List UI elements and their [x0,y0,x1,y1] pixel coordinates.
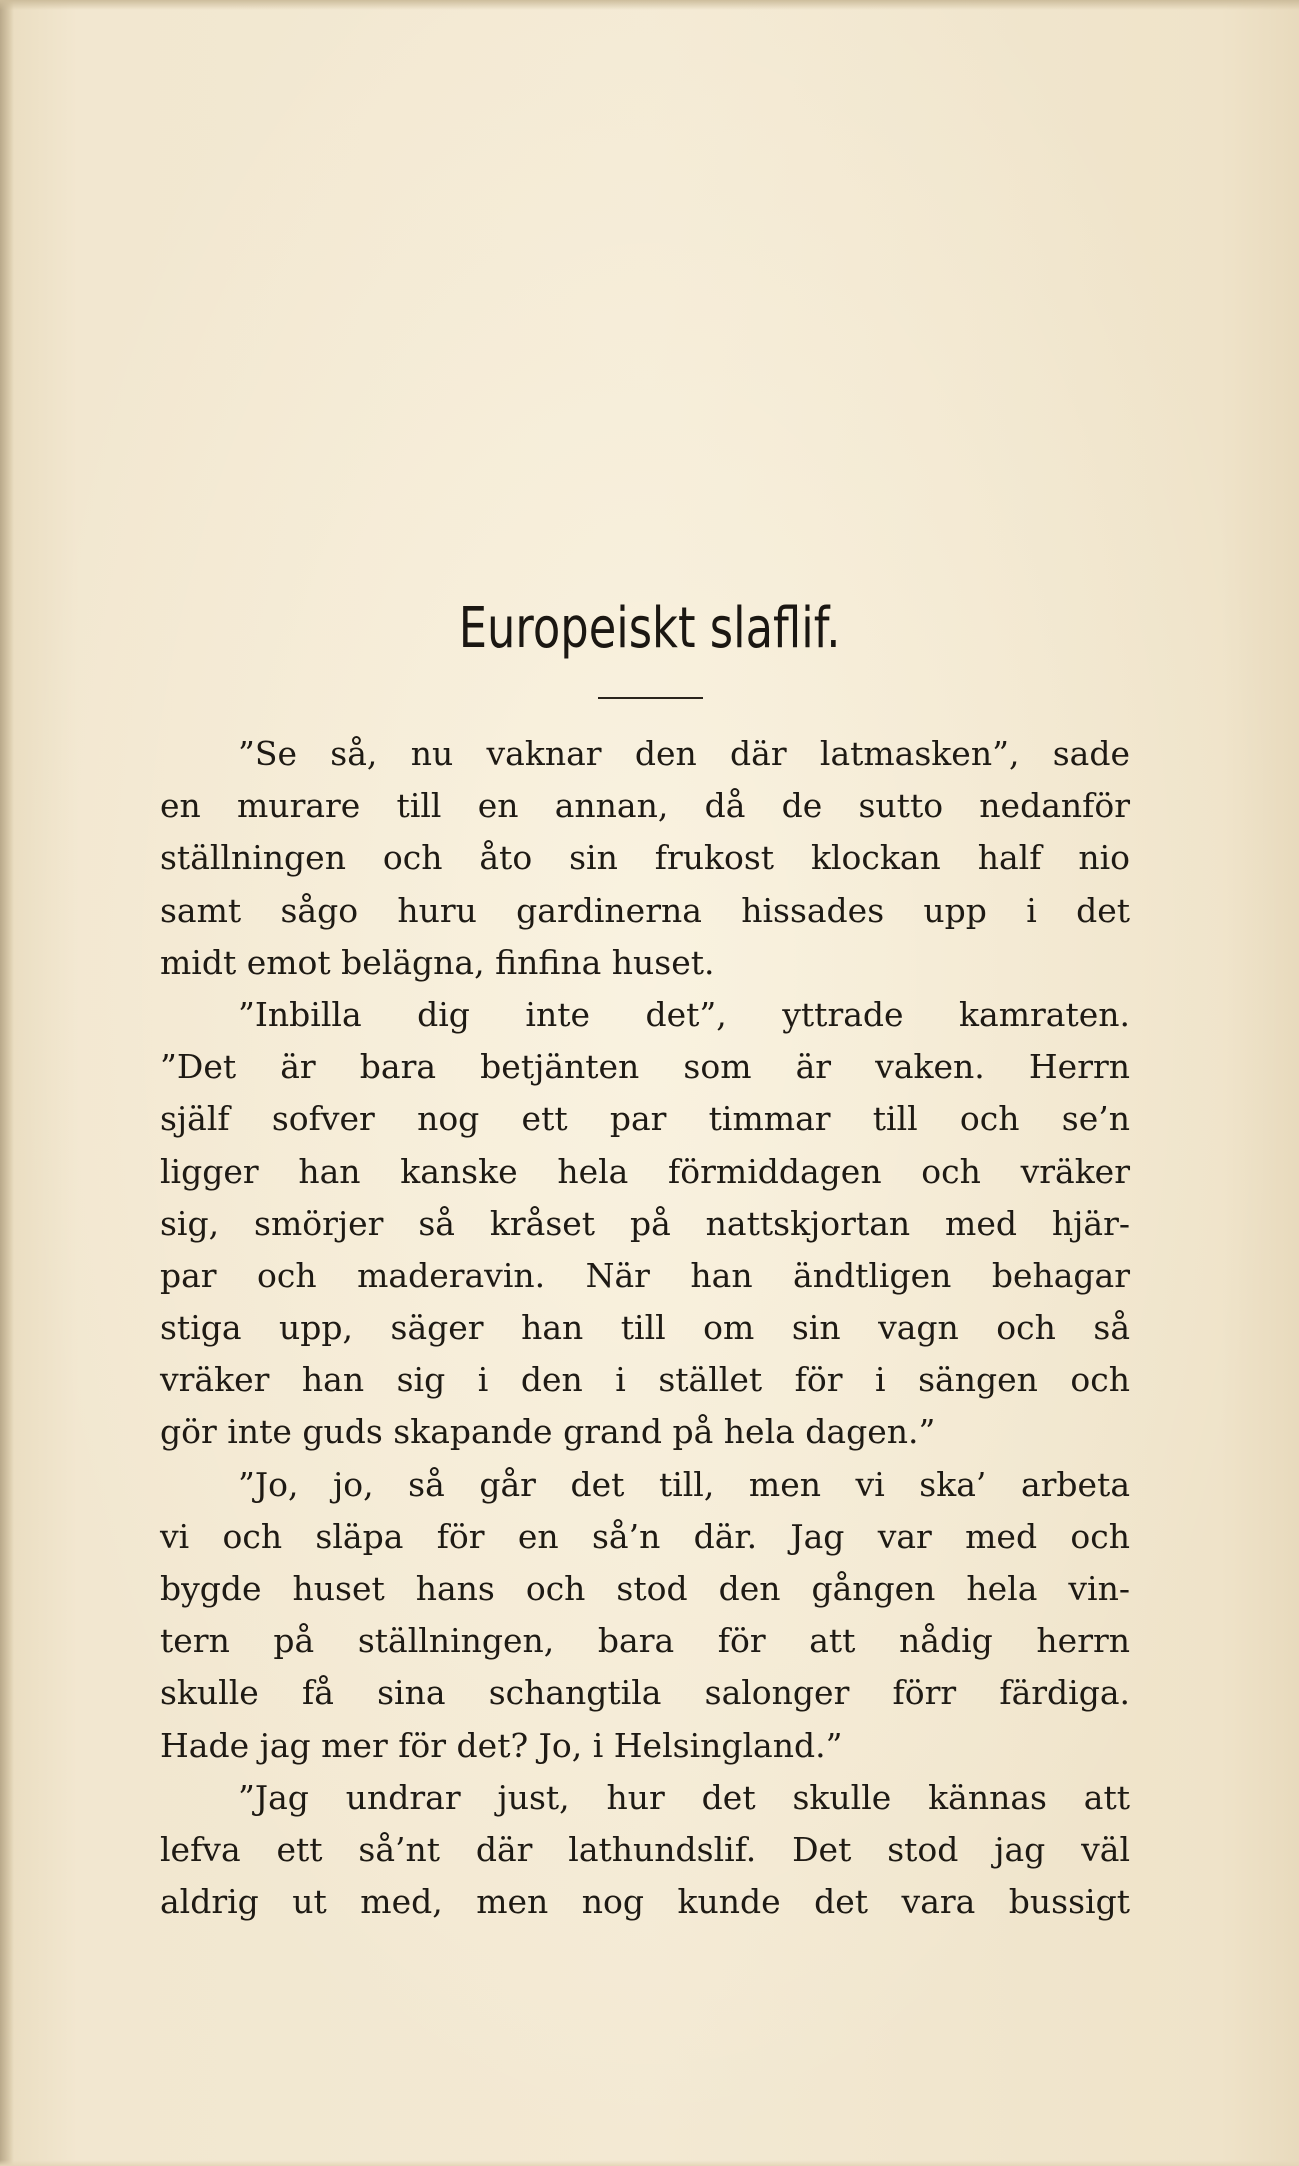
text-line: par och maderavin. När han ändtligen behagar [160,1255,1130,1295]
body-text [160,728,1130,1928]
text-line: vräker han sig i den i stället för i sängen och [160,1360,1130,1400]
text-line: vi och släpa för en så’n där. Jag var med och [160,1516,1130,1556]
page-top-edge [0,0,1299,10]
text-line: ”Se så, nu vaknar den där latmasken”, sade [238,734,1130,773]
text-line: tern på ställningen, bara för att nådig herrn [160,1621,1130,1661]
text-line: sig, smörjer så kråset på nattskjortan med hjär- [160,1203,1130,1243]
text-line: skulle få sina schangtila salonger förr färdiga. [160,1673,1130,1713]
text-line: midt emot belägna, finfina huset. [160,942,715,982]
text-line: Hade jag mer för det? Jo, i Helsingland.” [160,1725,843,1765]
text-line: ”Jo, jo, så går det till, men vi ska’ arbeta [238,1464,1130,1504]
chapter-title: Europeiskt slaflif. [458,596,841,661]
text-line: bygde huset hans och stod den gången hela vin- [160,1569,1130,1608]
text-line: lefva ett så’nt där lathundslif. Det stod jag väl [160,1829,1130,1869]
title-divider [598,697,703,699]
text-line: stiga upp, säger han till om sin vagn och så [160,1308,1130,1348]
text-line: gör inte guds skapande grand på hela dagen.” [160,1412,936,1452]
text-line: ställningen och åto sin frukost klockan half nio [160,838,1130,878]
text-line: själf sofver nog ett par timmar till och se’n [160,1099,1130,1139]
text-line: ligger han kanske hela förmiddagen och vräker [160,1151,1130,1191]
text-line: en murare till en annan, då de sutto nedanför [160,786,1130,826]
page-bottom-edge [0,2160,1299,2166]
text-line: ”Jag undrar just, hur det skulle kännas att [238,1777,1130,1817]
text-line: ”Det är bara betjänten som är vaken. Herrn [160,1047,1130,1087]
text-line: samt sågo huru gardinerna hissades upp i det [160,890,1130,930]
page-gutter-edge [0,0,14,2166]
text-line: aldrig ut med, men nog kunde det vara bussigt [160,1882,1130,1922]
text-line: ”Inbilla dig inte det”, yttrade kamraten. [238,994,1130,1034]
